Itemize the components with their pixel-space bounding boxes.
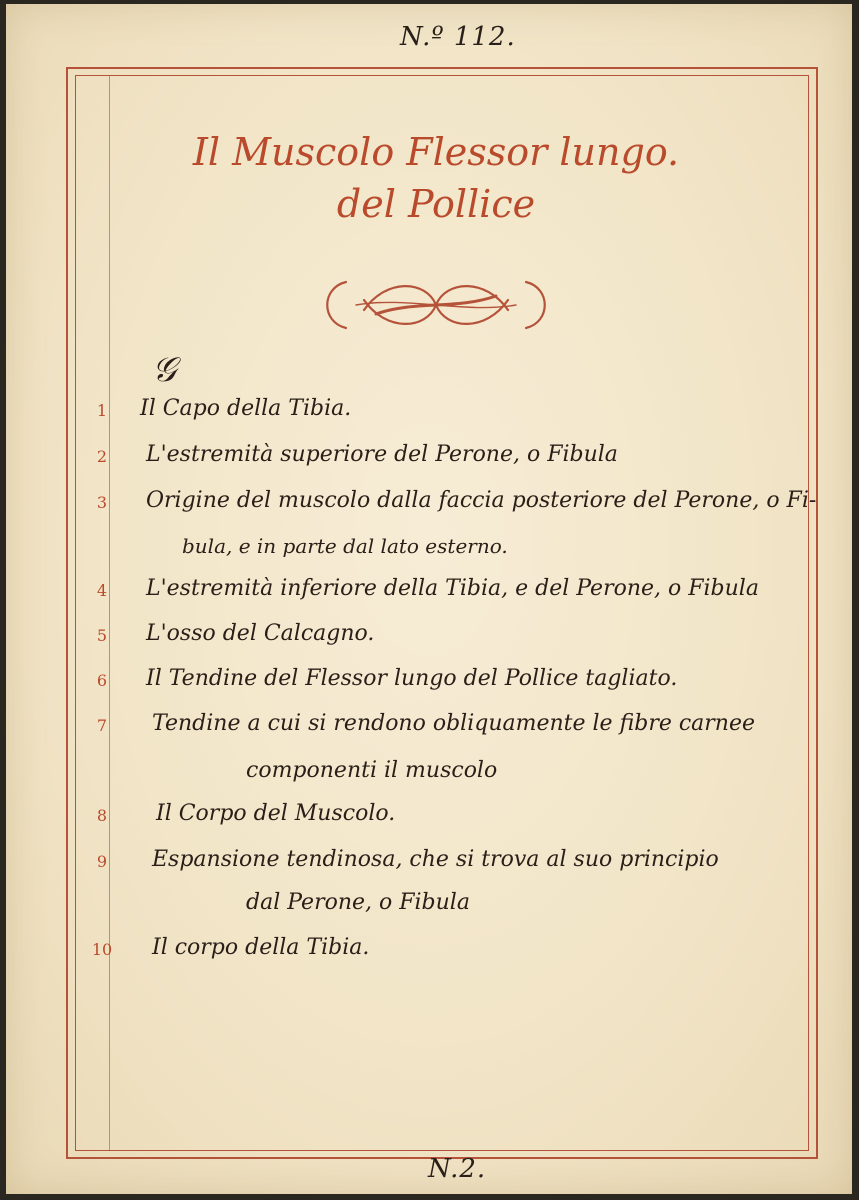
item-text: L'estremità superiore del Perone, o Fibula bbox=[146, 442, 618, 467]
item-number: 8 bbox=[96, 806, 108, 825]
item-number: 4 bbox=[96, 581, 108, 600]
item-text: Espansione tendinosa, che si trova al suo principio bbox=[152, 847, 719, 872]
manuscript-page bbox=[6, 4, 852, 1194]
page-title-line1: Il Muscolo Flessor lungo. bbox=[192, 130, 680, 174]
item-number: 1 bbox=[96, 401, 108, 420]
item-number: 6 bbox=[96, 671, 108, 690]
item-number: 2 bbox=[96, 447, 108, 466]
plate-number: N.º 112. bbox=[400, 22, 516, 52]
item-number: 10 bbox=[91, 940, 113, 959]
item-text: Il Corpo del Muscolo. bbox=[156, 801, 396, 826]
item-number: 5 bbox=[96, 626, 108, 645]
item-text: Il Tendine del Flessor lungo del Pollice tagliato. bbox=[146, 666, 678, 691]
inner-border bbox=[75, 75, 809, 1151]
item-text: Tendine a cui si rendono obliquamente le fibre carnee bbox=[152, 711, 756, 736]
item-text: Il corpo della Tibia. bbox=[152, 935, 370, 960]
item-text-continuation: componenti il muscolo bbox=[246, 758, 498, 783]
item-number: 7 bbox=[96, 716, 108, 735]
ornamental-flourish bbox=[316, 270, 556, 340]
item-number: 3 bbox=[96, 493, 108, 512]
item-text: L'osso del Calcagno. bbox=[146, 621, 375, 646]
item-text-continuation: bula, e in parte dal lato esterno. bbox=[182, 534, 508, 558]
drop-capital-flourish: 𝒢 bbox=[152, 350, 177, 390]
item-text: Origine del muscolo dalla faccia posteriore del Perone, o Fi- bbox=[146, 488, 817, 513]
item-text: L'estremità inferiore della Tibia, e del Perone, o Fibula bbox=[146, 576, 759, 601]
item-number: 9 bbox=[96, 852, 108, 871]
item-text: Il Capo della Tibia. bbox=[140, 396, 352, 421]
page-title-line2: del Pollice bbox=[336, 182, 536, 226]
item-text-continuation: dal Perone, o Fibula bbox=[246, 890, 470, 915]
page-number: N.2. bbox=[428, 1154, 487, 1184]
margin-rule bbox=[109, 76, 110, 1150]
